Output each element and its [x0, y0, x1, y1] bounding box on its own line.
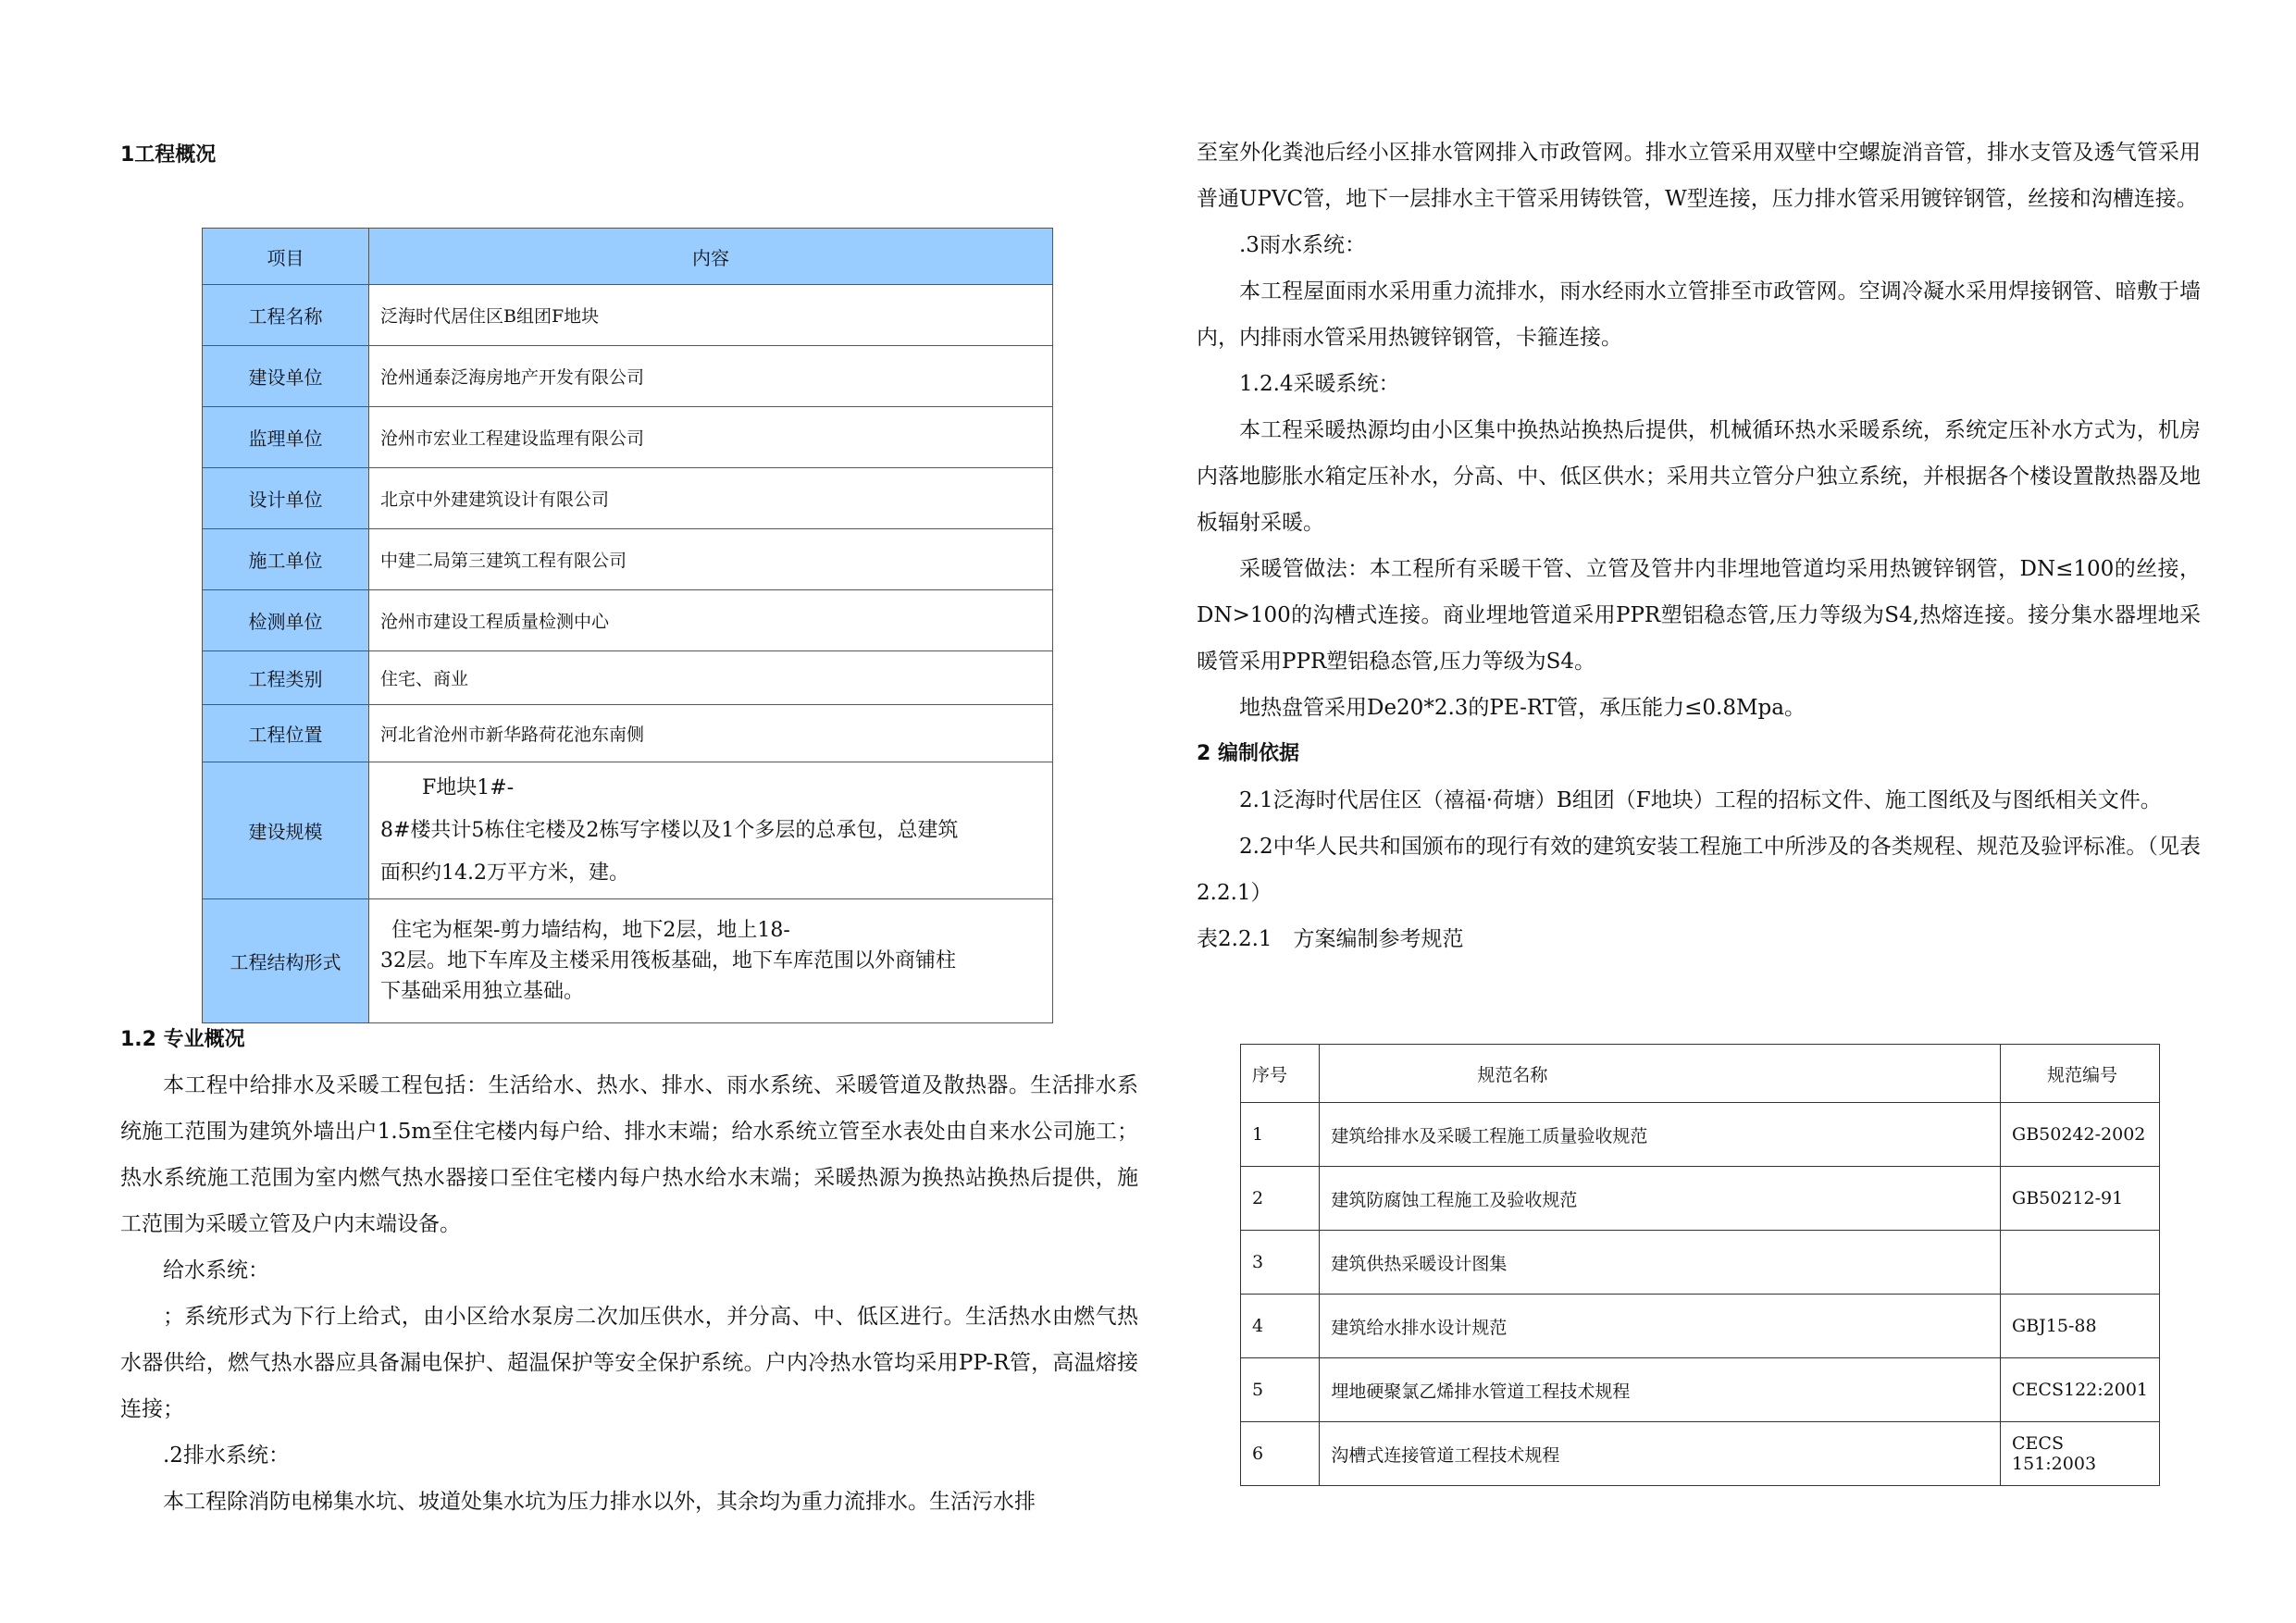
table-row: [1241, 1231, 2160, 1295]
structure-label: 工程结构形式: [203, 899, 369, 1023]
table-row: [1241, 1358, 2160, 1422]
row-label: 监理单位: [203, 407, 369, 468]
section-1-2-title: 1.2 专业概况: [120, 1028, 245, 1051]
table-row: [1241, 1422, 2160, 1486]
cell-no: 1: [1241, 1103, 1320, 1167]
paragraph: 本工程除消防电梯集水坑、坡道处集水坑为压力排水以外，其余均为重力流排水。生活污水排: [163, 1490, 1036, 1514]
cell-name: 建筑给水排水设计规范: [1320, 1295, 2001, 1358]
scale-line: 面积约14.2万平方米，建。: [380, 861, 629, 885]
header-name: 规范名称: [1320, 1045, 2001, 1103]
table-row: [203, 529, 1053, 590]
paragraph: 地热盘管采用De20*2.3的PE-RT管，承压能力≤0.8Mpa。: [1239, 696, 1806, 720]
reference-spec-table: [1240, 1044, 2160, 1486]
header-no: 序号: [1241, 1045, 1320, 1103]
row-value: 沧州市建设工程质量检测中心: [369, 590, 1053, 651]
table-row: [203, 407, 1053, 468]
cell-name: 建筑防腐蚀工程施工及验收规范: [1320, 1167, 2001, 1231]
row-label: 检测单位: [203, 590, 369, 651]
row-label: 工程类别: [203, 651, 369, 705]
cell-code: GB50242-2002: [2001, 1103, 2160, 1167]
row-value: 河北省沧州市新华路荷花池东南侧: [369, 705, 1053, 762]
structure-line: 住宅为框架-剪力墙结构，地下2层，地上18-: [391, 919, 790, 942]
section-1-title: 1工程概况: [120, 143, 217, 167]
table-row: [1241, 1295, 2160, 1358]
structure-value: [369, 899, 1053, 1023]
cell-no: 6: [1241, 1422, 1320, 1486]
structure-line: 下基础采用独立基础。: [380, 980, 585, 1003]
header-item: 项目: [203, 229, 369, 285]
header-code: 规范编号: [2001, 1045, 2160, 1103]
cell-code: [2001, 1231, 2160, 1295]
cell-name: 建筑供热采暖设计图集: [1320, 1231, 2001, 1295]
row-value: 泛海时代居住区B组团F地块: [369, 285, 1053, 346]
paragraph: 2.2中华人民共和国颁布的现行有效的建筑安装工程施工中所涉及的各类规程、规范及验评标准。（见表2.2.1）: [1197, 835, 2201, 905]
structure-line: 32层。地下车库及主楼采用筏板基础，地下车库范围以外商铺柱: [380, 949, 956, 973]
table-row: [203, 346, 1053, 407]
paragraph: 本工程采暖热源均由小区集中换热站换热后提供，机械循环热水采暖系统，系统定压补水方式为，机房内落地膨胀水箱定压补水，分高、中、低区供水；采用共立管分户独立系统，并根据各个楼设置散热器及地板辐射采暖。: [1197, 418, 2201, 535]
paragraph: 至室外化粪池后经小区排水管网排入市政管网。排水立管采用双壁中空螺旋消音管，排水支管及透气管采用普通UPVC管，地下一层排水主干管采用铸铁管，W型连接，压力排水管采用镀锌钢管，丝接和沟槽连接。: [1197, 141, 2201, 211]
cell-no: 3: [1241, 1231, 1320, 1295]
paragraph: 采暖管做法：本工程所有采暖干管、立管及管井内非埋地管道均采用热镀锌钢管，DN≤100的丝接，DN>100的沟槽式连接。商业埋地管道采用PPR塑铝稳态管,压力等级为S4,热熔连接。接分集水器埋地采暖管采用PPR塑铝稳态管,压力等级为S4。: [1197, 557, 2201, 674]
project-info-table: [202, 228, 1053, 1023]
row-label: 施工单位: [203, 529, 369, 590]
scale-value: [369, 762, 1053, 899]
cell-no: 4: [1241, 1295, 1320, 1358]
table-row-structure: [203, 899, 1053, 1023]
paragraph: ；系统形式为下行上给式，由小区给水泵房二次加压供水，并分高、中、低区进行。生活热水由燃气热水器供给，燃气热水器应具备漏电保护、超温保护等安全保护系统。户内冷热水管均采用PP-R管，高温熔接连接；: [120, 1305, 1138, 1421]
paragraph: 给水系统：: [163, 1258, 269, 1282]
right-body-text: [1197, 130, 2201, 962]
cell-name: 沟槽式连接管道工程技术规程: [1320, 1422, 2001, 1486]
table-row: [203, 705, 1053, 762]
row-value: 北京中外建建筑设计有限公司: [369, 468, 1053, 529]
paragraph: 本工程屋面雨水采用重力流排水，雨水经雨水立管排至市政管网。空调冷凝水采用焊接钢管、暗敷于墙内，内排雨水管采用热镀锌钢管，卡箍连接。: [1197, 279, 2201, 350]
paragraph: .3雨水系统：: [1239, 233, 1366, 257]
left-body-text: [120, 1062, 1138, 1525]
table-row: [203, 285, 1053, 346]
paragraph: 2.1泛海时代居住区（禧福·荷塘）B组团（F地块）工程的招标文件、施工图纸及与图纸相关文件。: [1239, 788, 2162, 812]
table-row: [203, 590, 1053, 651]
table-row: [1241, 1167, 2160, 1231]
cell-code: CECS 151:2003: [2001, 1422, 2160, 1486]
header-content: 内容: [369, 229, 1053, 285]
paragraph: .2排水系统：: [163, 1443, 290, 1468]
table-row: [203, 651, 1053, 705]
row-label: 工程名称: [203, 285, 369, 346]
scale-line: 8#楼共计5栋住宅楼及2栋写字楼以及1个多层的总承包，总建筑: [380, 818, 959, 842]
table-row: [1241, 1103, 2160, 1167]
row-value: 沧州通泰泛海房地产开发有限公司: [369, 346, 1053, 407]
scale-label: 建设规模: [203, 762, 369, 899]
table-row: [203, 468, 1053, 529]
table-header-row: [203, 229, 1053, 285]
section-2-title: 2 编制依据: [1197, 742, 1299, 765]
table-header-row: [1241, 1045, 2160, 1103]
table-row-scale: [203, 762, 1053, 899]
scale-line: F地块1#-: [422, 775, 515, 799]
row-label: 建设单位: [203, 346, 369, 407]
cell-no: 5: [1241, 1358, 1320, 1422]
paragraph: 1.2.4采暖系统：: [1239, 372, 1400, 396]
cell-no: 2: [1241, 1167, 1320, 1231]
row-label: 设计单位: [203, 468, 369, 529]
cell-name: 埋地硬聚氯乙烯排水管道工程技术规程: [1320, 1358, 2001, 1422]
row-value: 沧州市宏业工程建设监理有限公司: [369, 407, 1053, 468]
row-value: 中建二局第三建筑工程有限公司: [369, 529, 1053, 590]
cell-code: GB50212-91: [2001, 1167, 2160, 1231]
cell-code: GBJ15-88: [2001, 1295, 2160, 1358]
cell-code: CECS122:2001: [2001, 1358, 2160, 1422]
table-caption: 表2.2.1 方案编制参考规范: [1197, 927, 1464, 951]
paragraph: 本工程中给排水及采暖工程包括：生活给水、热水、排水、雨水系统、采暖管道及散热器。生活排水系统施工范围为建筑外墙出户1.5m至住宅楼内每户给、排水末端；给水系统立管至水表处由自来水公司施工；热水系统施工范围为室内燃气热水器接口至住宅楼内每户热水给水末端；采暖热源为换热站换热后提供，施工范围为采暖立管及户内末端设备。: [120, 1073, 1138, 1236]
cell-name: 建筑给排水及采暖工程施工质量验收规范: [1320, 1103, 2001, 1167]
row-value: 住宅、商业: [369, 651, 1053, 705]
row-label: 工程位置: [203, 705, 369, 762]
